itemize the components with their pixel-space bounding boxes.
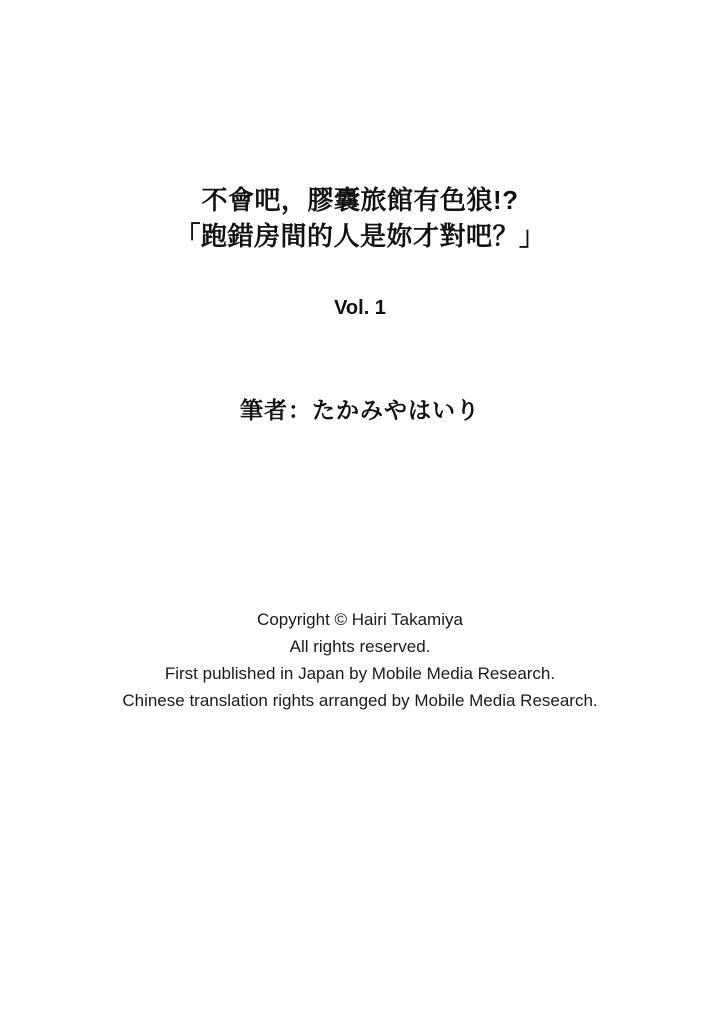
title-line-2: 「跑錯房間的人是妳才對吧？」 bbox=[174, 221, 546, 251]
credits-block bbox=[0, 606, 720, 714]
rights-line: All rights reserved. bbox=[289, 637, 431, 656]
copyright-line: Copyright © Hairi Takamiya bbox=[257, 610, 463, 629]
author-label: 筆者：たかみやはいり bbox=[240, 397, 480, 423]
title-line-1: 不會吧，膠囊旅館有色狼!? bbox=[201, 185, 519, 215]
publisher-line: First published in Japan by Mobile Media Research. bbox=[164, 664, 556, 683]
volume-label: Vol. 1 bbox=[334, 297, 386, 319]
title-block bbox=[0, 182, 720, 254]
translation-rights-line: Chinese translation rights arranged by Mobile Media Research. bbox=[122, 691, 598, 710]
